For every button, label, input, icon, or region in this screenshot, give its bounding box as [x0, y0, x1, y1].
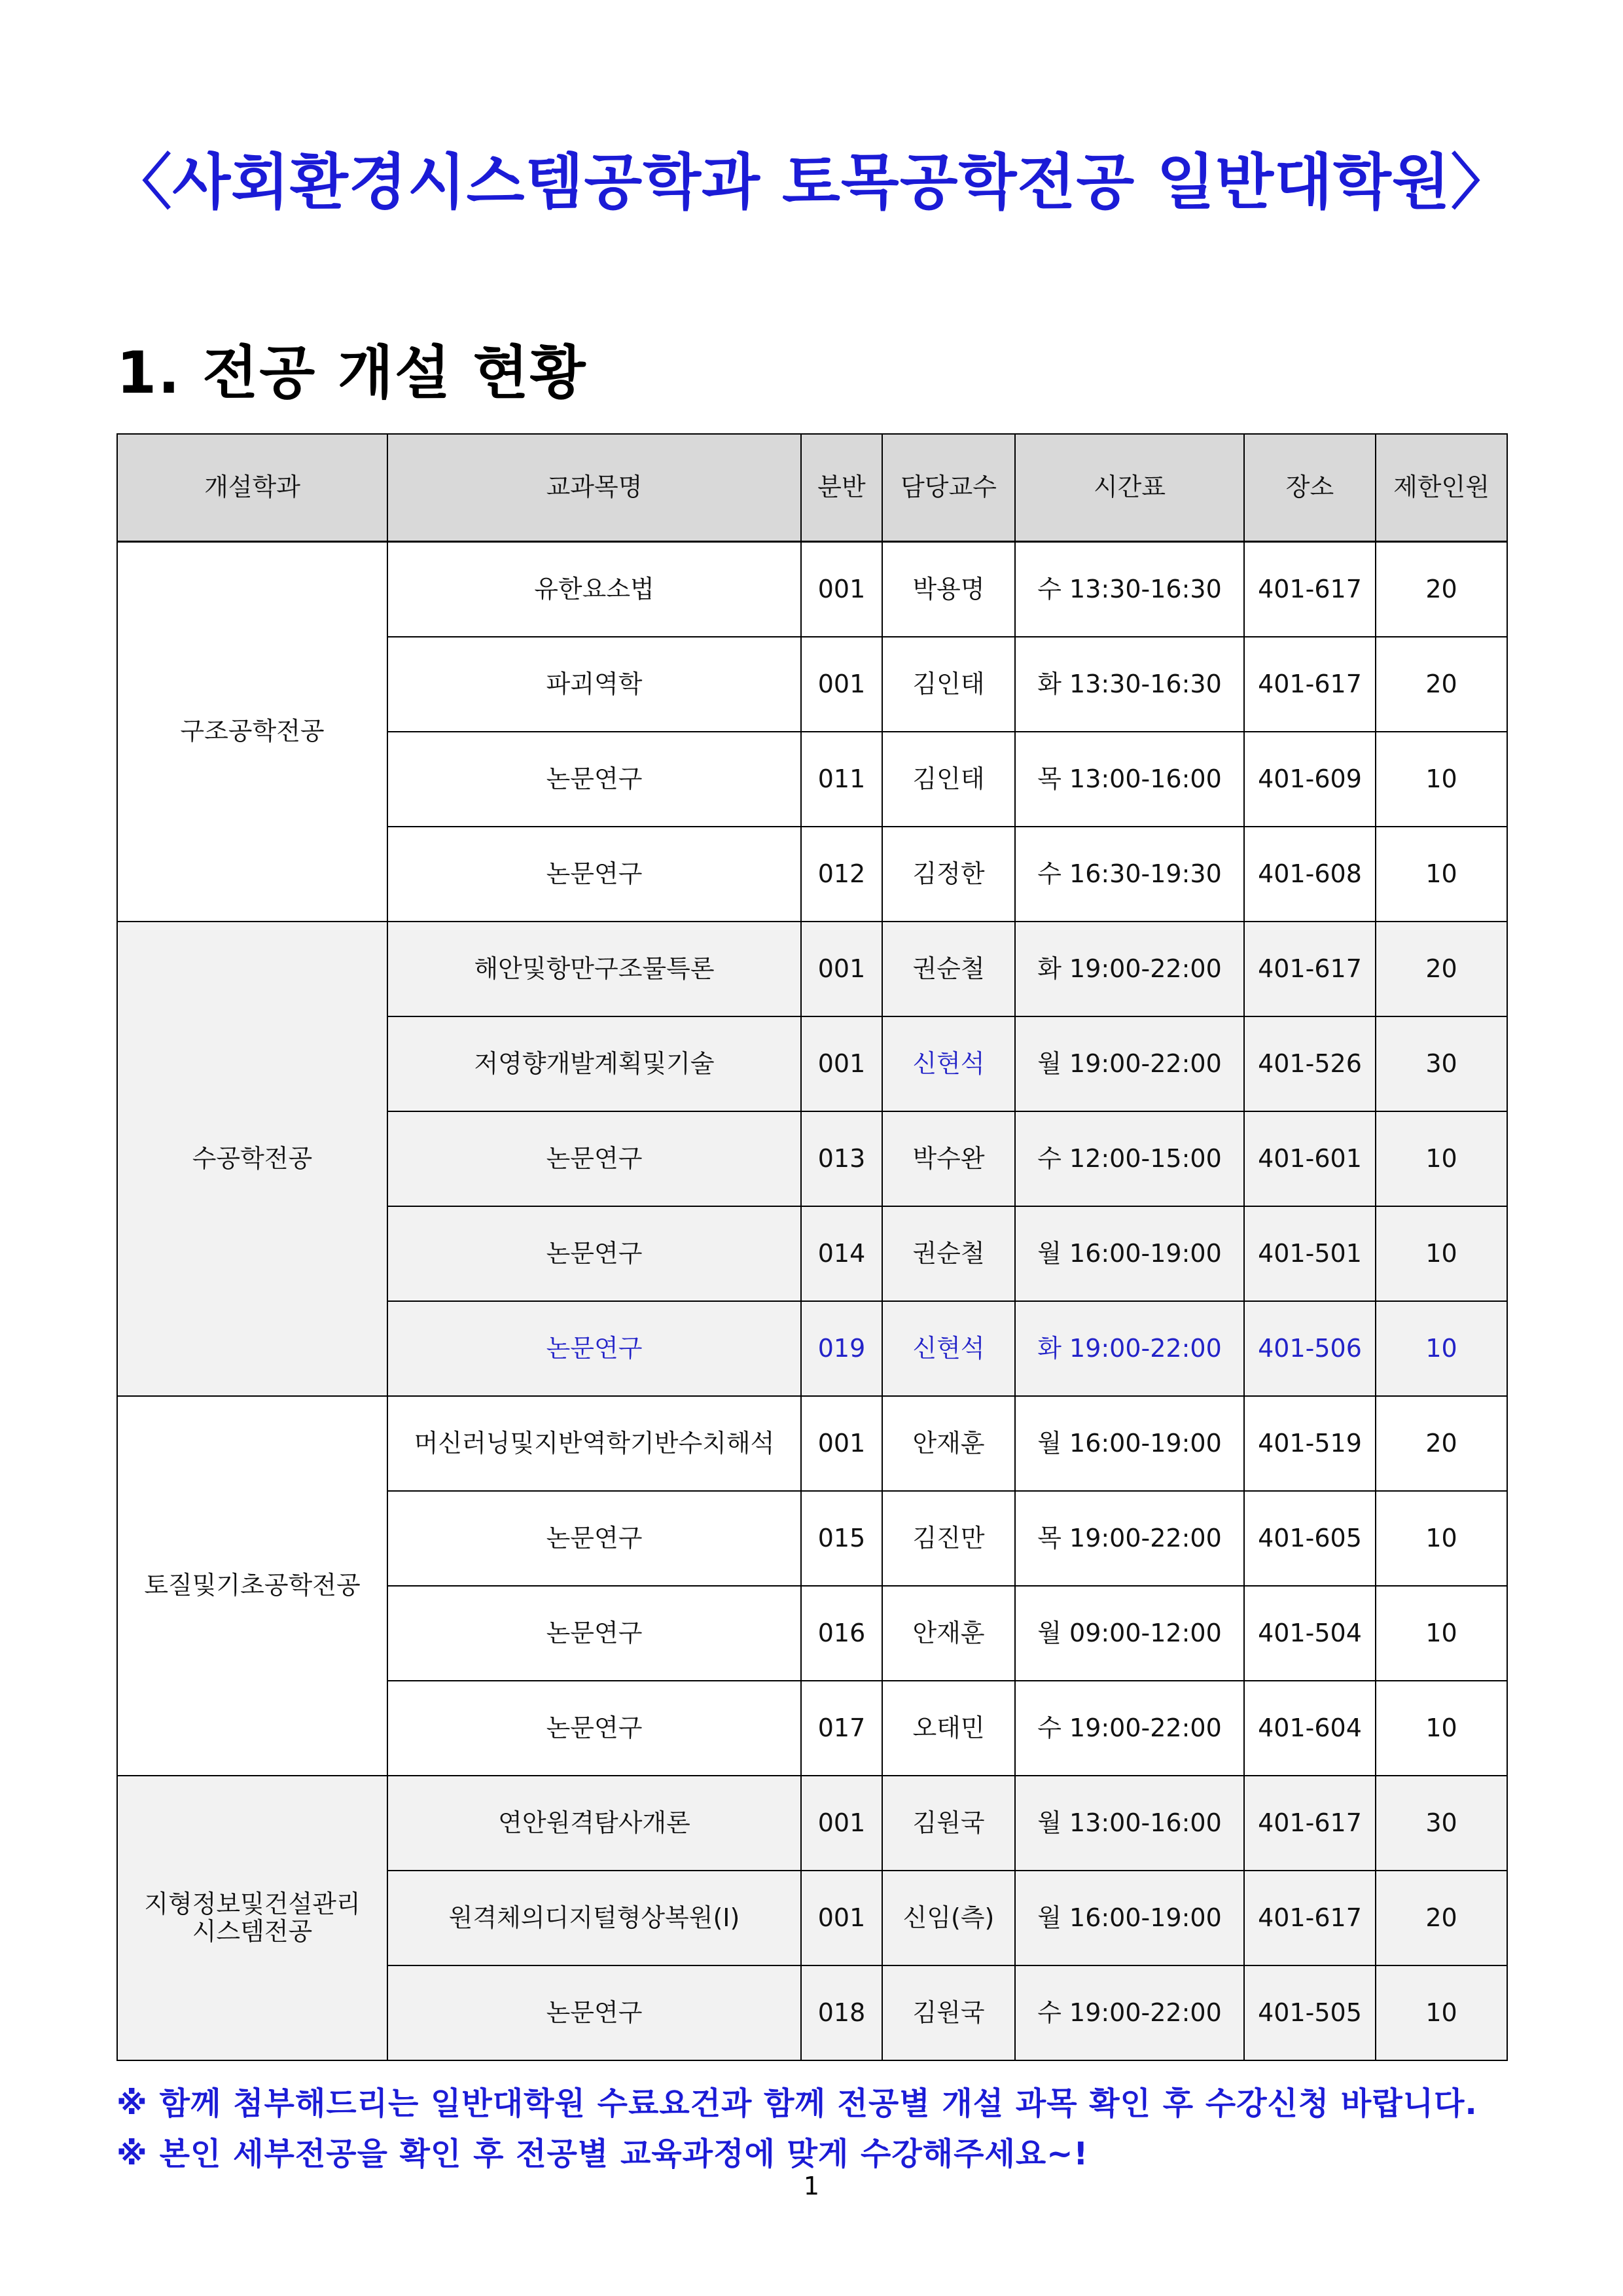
course-name: 논문연구 [387, 827, 801, 922]
time-slot: 월 19:00-22:00 [1015, 1016, 1244, 1111]
enrollment-limit: 10 [1376, 1965, 1507, 2060]
time-slot: 월 16:00-19:00 [1015, 1871, 1244, 1965]
enrollment-limit: 10 [1376, 732, 1507, 827]
time-slot: 월 09:00-12:00 [1015, 1586, 1244, 1681]
course-name: 논문연구 [387, 1491, 801, 1586]
professor-name: 신현석 [882, 1301, 1015, 1396]
time-slot: 월 16:00-19:00 [1015, 1206, 1244, 1301]
time-slot: 수 12:00-15:00 [1015, 1111, 1244, 1206]
enrollment-limit: 30 [1376, 1776, 1507, 1871]
professor-name: 김원국 [882, 1776, 1015, 1871]
table-row [117, 1396, 1507, 1491]
page-title: 〈사회환경시스템공학과 토목공학전공 일반대학원〉 [111, 147, 1512, 217]
room: 401-617 [1244, 1776, 1376, 1871]
note-line-1 [116, 2078, 1478, 2123]
course-name: 논문연구 [387, 1111, 801, 1206]
course-name: 논문연구 [387, 1301, 801, 1396]
enrollment-limit: 20 [1376, 922, 1507, 1016]
room: 401-526 [1244, 1016, 1376, 1111]
header-professor: 담당교수 [882, 434, 1015, 542]
group-cell-hydraulics: 수공학전공 [117, 922, 387, 1396]
room: 401-505 [1244, 1965, 1376, 2060]
professor-name: 김인태 [882, 637, 1015, 732]
section-number: 001 [801, 1871, 882, 1965]
professor-name: 김정한 [882, 827, 1015, 922]
professor-name: 박용명 [882, 542, 1015, 637]
table-row [117, 1776, 1507, 1871]
room: 401-501 [1244, 1206, 1376, 1301]
header-limit: 제한인원 [1376, 434, 1507, 542]
table-row [117, 542, 1507, 637]
professor-name: 안재훈 [882, 1396, 1015, 1491]
professor-name: 안재훈 [882, 1586, 1015, 1681]
time-slot: 수 19:00-22:00 [1015, 1965, 1244, 2060]
time-slot: 수 16:30-19:30 [1015, 827, 1244, 922]
room: 401-504 [1244, 1586, 1376, 1681]
room: 401-617 [1244, 542, 1376, 637]
header-timetable: 시간표 [1015, 434, 1244, 542]
time-slot: 화 13:30-16:30 [1015, 637, 1244, 732]
header-course: 교과목명 [387, 434, 801, 542]
section-number: 015 [801, 1491, 882, 1586]
room: 401-604 [1244, 1681, 1376, 1776]
course-name: 논문연구 [387, 1681, 801, 1776]
section-number: 019 [801, 1301, 882, 1396]
enrollment-limit: 20 [1376, 1396, 1507, 1491]
enrollment-limit: 10 [1376, 1301, 1507, 1396]
professor-name: 권순철 [882, 922, 1015, 1016]
course-name: 논문연구 [387, 732, 801, 827]
enrollment-limit: 30 [1376, 1016, 1507, 1111]
group-cell-structural: 구조공학전공 [117, 542, 387, 922]
header-department: 개설학과 [117, 434, 387, 542]
professor-name: 김진만 [882, 1491, 1015, 1586]
course-name: 논문연구 [387, 1206, 801, 1301]
time-slot: 화 19:00-22:00 [1015, 922, 1244, 1016]
note-text: 함께 첨부해드리는 일반대학원 수료요건과 함께 전공별 개설 과목 확인 후 수강신청 바랍니다. [159, 2085, 1478, 2122]
professor-name: 박수완 [882, 1111, 1015, 1206]
header-section: 분반 [801, 434, 882, 542]
note-mark: ※ [116, 2085, 148, 2122]
section-number: 016 [801, 1586, 882, 1681]
table-row [117, 922, 1507, 1016]
enrollment-limit: 10 [1376, 1681, 1507, 1776]
course-name: 연안원격탐사개론 [387, 1776, 801, 1871]
enrollment-limit: 20 [1376, 542, 1507, 637]
header-room: 장소 [1244, 434, 1376, 542]
section-number: 001 [801, 542, 882, 637]
section-number: 001 [801, 922, 882, 1016]
section-number: 001 [801, 637, 882, 732]
room: 401-506 [1244, 1301, 1376, 1396]
room: 401-617 [1244, 922, 1376, 1016]
professor-name: 오태민 [882, 1681, 1015, 1776]
note-text: 본인 세부전공을 확인 후 전공별 교육과정에 맞게 수강해주세요~! [159, 2136, 1089, 2172]
group-name-line1: 지형정보및건설관리 [144, 1889, 361, 1918]
course-name: 논문연구 [387, 1586, 801, 1681]
course-name: 논문연구 [387, 1965, 801, 2060]
time-slot: 수 13:30-16:30 [1015, 542, 1244, 637]
section-number: 018 [801, 1965, 882, 2060]
room: 401-608 [1244, 827, 1376, 922]
section-number: 001 [801, 1776, 882, 1871]
course-name: 파괴역학 [387, 637, 801, 732]
room: 401-605 [1244, 1491, 1376, 1586]
enrollment-limit: 20 [1376, 637, 1507, 732]
room: 401-609 [1244, 732, 1376, 827]
note-mark: ※ [116, 2136, 148, 2172]
section-number: 011 [801, 732, 882, 827]
table-header-row [117, 434, 1507, 542]
enrollment-limit: 10 [1376, 827, 1507, 922]
time-slot: 수 19:00-22:00 [1015, 1681, 1244, 1776]
enrollment-limit: 10 [1376, 1111, 1507, 1206]
section-number: 001 [801, 1396, 882, 1491]
section-number: 001 [801, 1016, 882, 1111]
professor-name: 권순철 [882, 1206, 1015, 1301]
enrollment-limit: 10 [1376, 1586, 1507, 1681]
enrollment-limit: 10 [1376, 1206, 1507, 1301]
course-schedule-table [116, 433, 1508, 2061]
time-slot: 화 19:00-22:00 [1015, 1301, 1244, 1396]
professor-name: 신임(측) [882, 1871, 1015, 1965]
section-number: 012 [801, 827, 882, 922]
professor-name: 신현석 [882, 1016, 1015, 1111]
page-number: 1 [803, 2172, 820, 2200]
group-cell-geotechnical: 토질및기초공학전공 [117, 1396, 387, 1776]
professor-name: 김인태 [882, 732, 1015, 827]
time-slot: 월 13:00-16:00 [1015, 1776, 1244, 1871]
time-slot: 목 13:00-16:00 [1015, 732, 1244, 827]
course-name: 유한요소법 [387, 542, 801, 637]
section-number: 013 [801, 1111, 882, 1206]
course-name: 해안및항만구조물특론 [387, 922, 801, 1016]
course-name: 저영향개발계획및기술 [387, 1016, 801, 1111]
section-number: 017 [801, 1681, 882, 1776]
note-line-2 [116, 2128, 1088, 2174]
room: 401-617 [1244, 1871, 1376, 1965]
course-name: 원격체의디지털형상복원(I) [387, 1871, 801, 1965]
group-cell-geoinfo [117, 1776, 387, 2060]
time-slot: 월 16:00-19:00 [1015, 1396, 1244, 1491]
room: 401-519 [1244, 1396, 1376, 1491]
section-number: 014 [801, 1206, 882, 1301]
course-name: 머신러닝및지반역학기반수치해석 [387, 1396, 801, 1491]
time-slot: 목 19:00-22:00 [1015, 1491, 1244, 1586]
room: 401-617 [1244, 637, 1376, 732]
enrollment-limit: 20 [1376, 1871, 1507, 1965]
section-title: 1. 전공 개설 현황 [116, 339, 587, 406]
group-name-line2: 시스템전공 [192, 1916, 313, 1946]
room: 401-601 [1244, 1111, 1376, 1206]
professor-name: 김원국 [882, 1965, 1015, 2060]
enrollment-limit: 10 [1376, 1491, 1507, 1586]
